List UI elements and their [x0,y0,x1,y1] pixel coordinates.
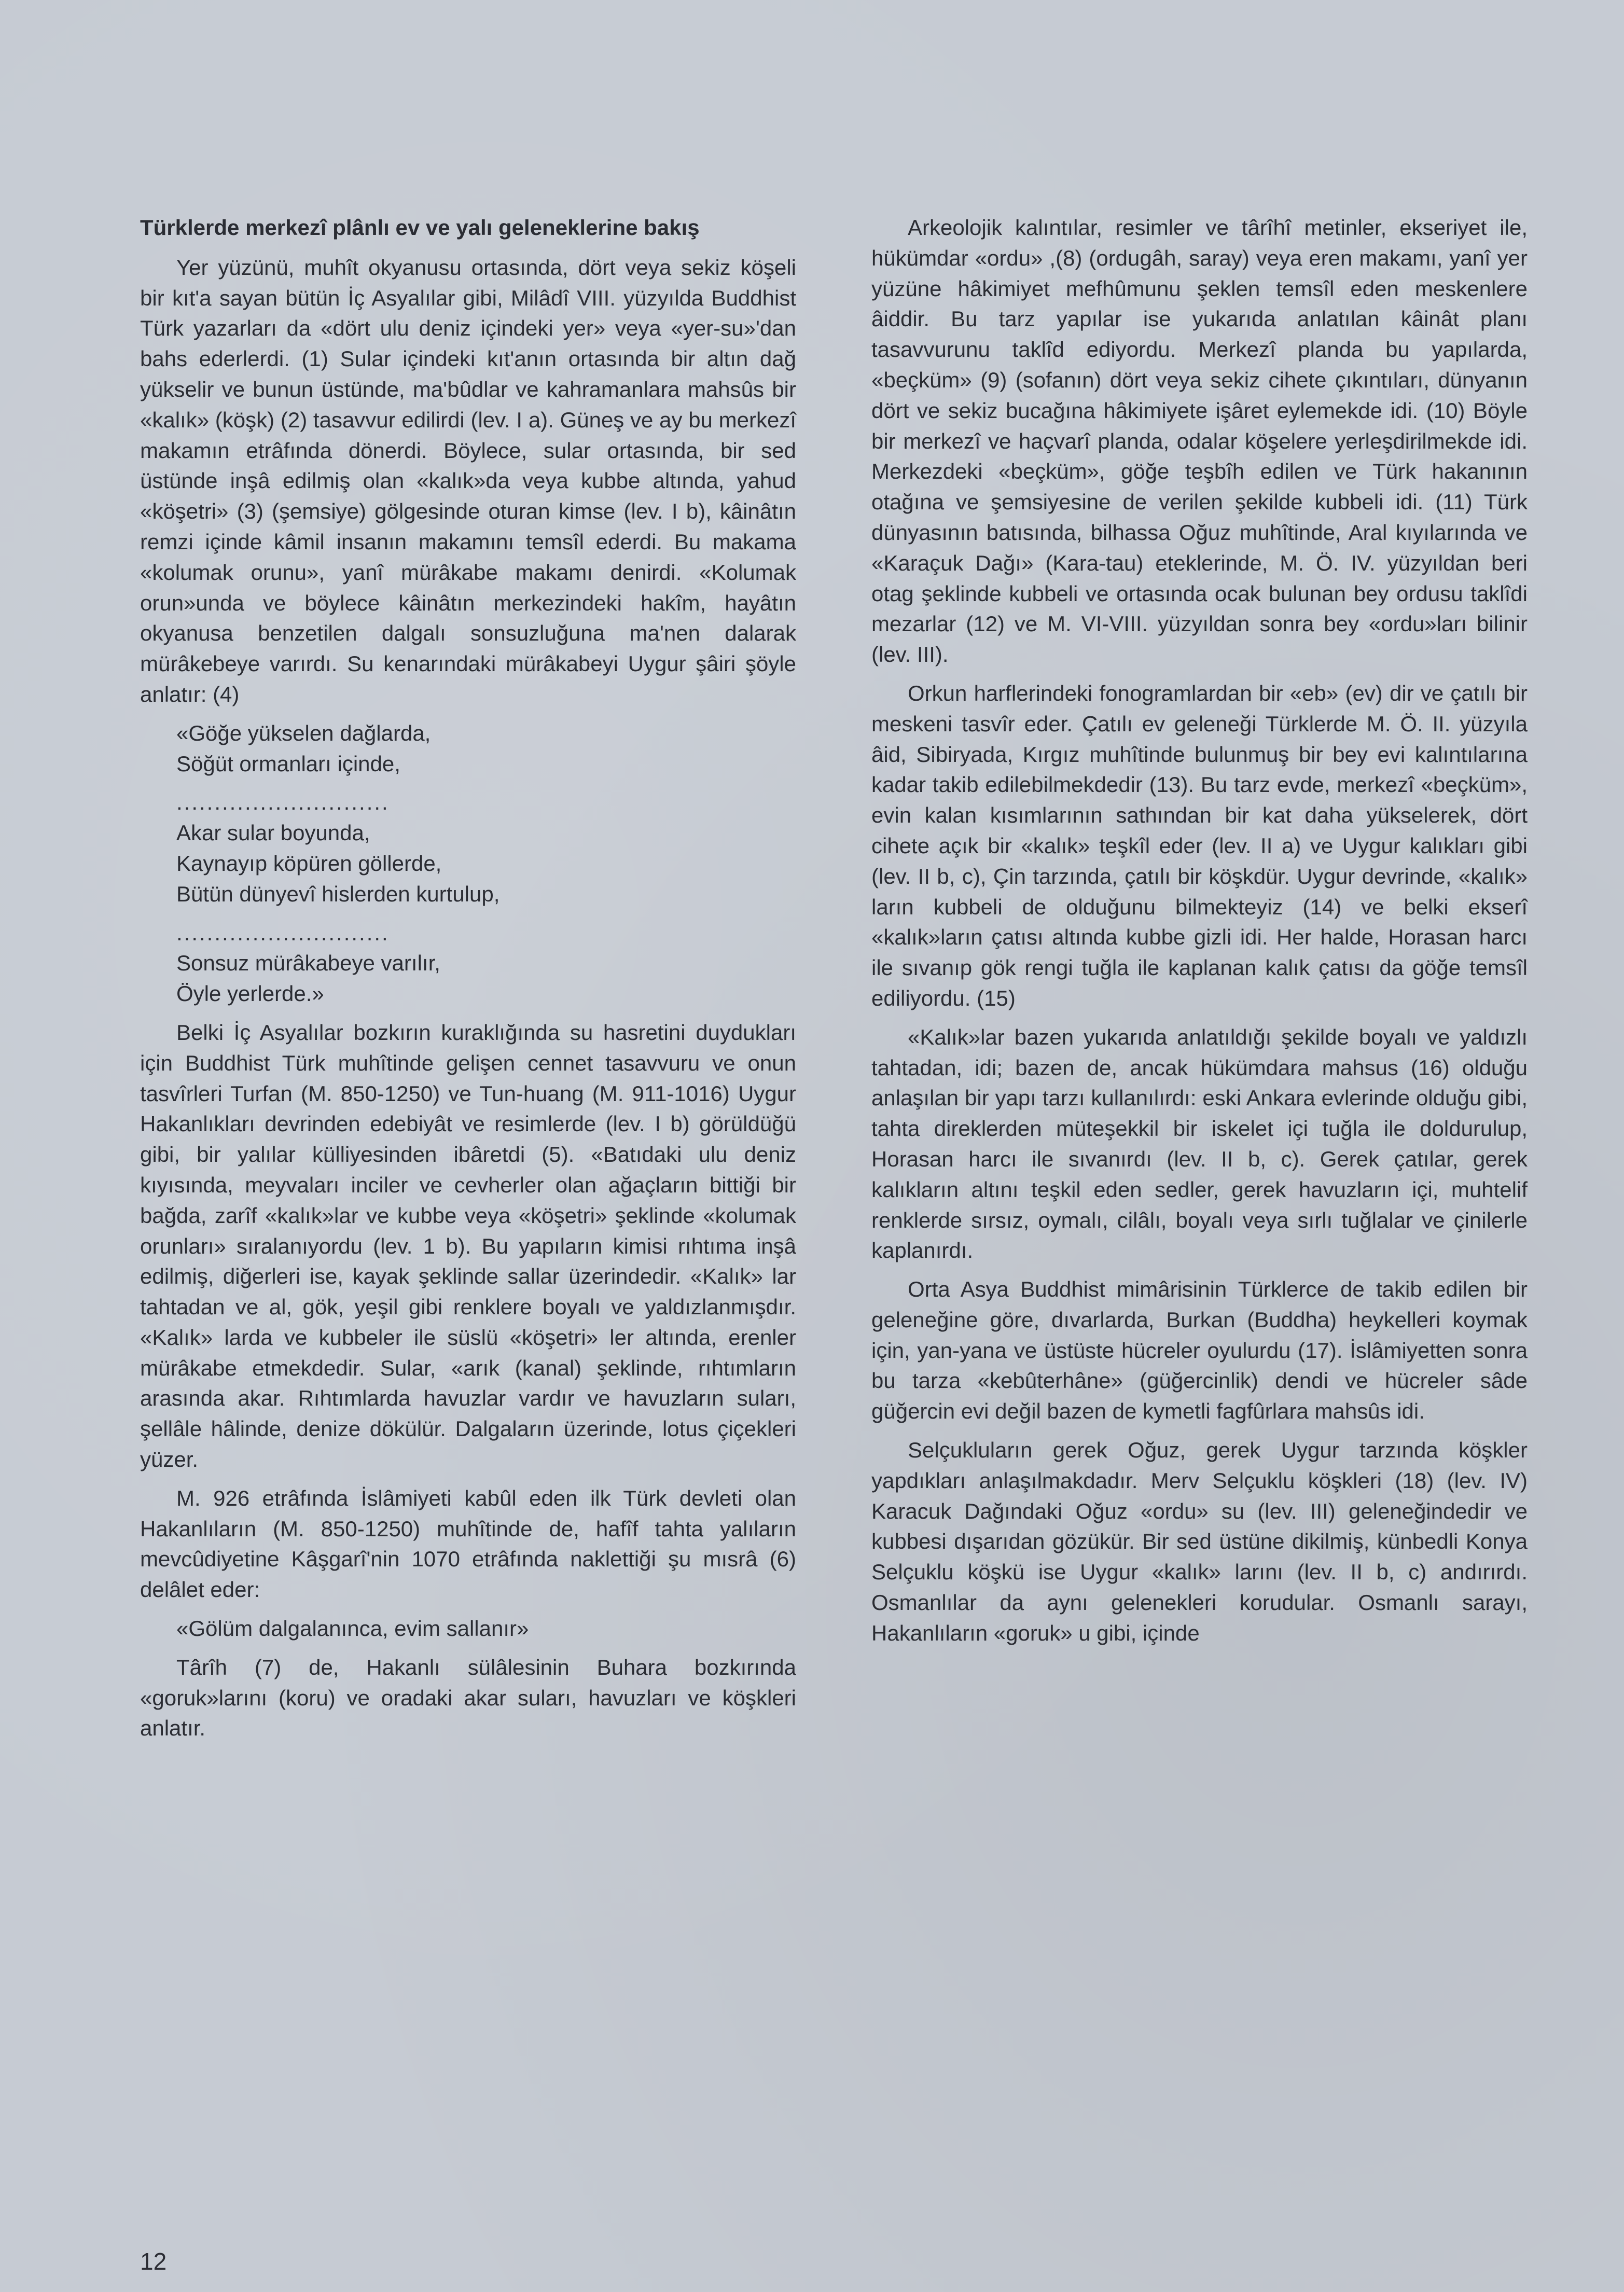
paragraph: Târîh (7) de, Hakanlı sülâlesinin Buhara bozkırında «goruk»larını (koru) ve oradaki akar suları, havuzları ve köşkleri anlatır. [140,1655,796,1741]
paragraph: Orta Asya Buddhist mimârisinin Türklerce de takib edilen bir geleneğine göre, dıvarlarda, Burkan (Buddha) heykelleri koymak için, yan-yana ve üstüste hücreler oyulurdu (17). İslâmiyetten sonra bu tarza «kebûterhâne» (güğercinlik) dendi ve hücreler sâde güğercin evi değil bazen de kymetli fagfûrlara mahsûs idi. [871,1277,1528,1424]
poem-ellipsis: ............................ [176,920,390,945]
poem [140,718,796,1009]
left-column [140,213,796,1744]
poem-line: Öyle yerlerde.» [176,981,324,1006]
poem-line: Kaynayıp köpüren göllerde, [176,851,442,876]
poem-line: «Göğe yükselen dağlarda, [176,720,431,745]
paragraph: Arkeolojik kalıntılar, resimler ve târîhî metinler, ekseriyet ile, hükümdar «ordu» ,(8) (ordugâh, saray) veya eren makamı, yanî yer yüzüne hâkimiyet mefhûmunu şeklen temsîl eden meskenlere âiddir. Bu tarz yapılar ise yukarıda anlatılan kâinât planı tasavvurunu taklîd ediyordu. Merkezî planda bu yapılarda, «beçküm» (9) (sofanın) dört veya sekiz cihete çıkıntıları, dünyanın dört ve sekiz bucağına hâkimiyete işâret eylemekde idi. (10) Böyle bir merkezî ve haçvarî planda, odalar köşelere yerleşdirilmekde idi. Merkezdeki «beçküm», göğe teşbîh edilen ve Türk hakanının otağına ve şemsiyesine de verilen şekilde kubbeli idi. (11) Türk dünyasının batısında, bilhassa Oğuz muhîtinde, Aral kıyılarında ve «Karaçuk Dağı» (Kara-tau) eteklerinde, M. Ö. IV. yüzyıldan beri otag şeklinde kubbeli ve ortasında ocak bulunan bey ordusu taklîdi mezarlar (12) ve M. VI-VIII. yüzyıldan sonra bey «ordu»ları bilinir (lev. III). [871,215,1528,667]
paragraph: «Kalık»lar bazen yukarıda anlatıldığı şekilde boyalı ve yaldızlı tahtadan, idi; bazen de, ancak hükümdara mahsus (16) olduğu anlaşılan bir yapı tarzı kullanılırdı: eski Ankara evlerinde olduğu gibi, tahta direklerden müteşekkil bir iskelet içi tuğla ile doldurulup, Horasan harcı ile sıvanırdı (lev. II b, c). Gerek çatılar, gerek kalıkların altını teşkil eden sedler, gerek havuzların içi, muhtelif renklerde sırsız, oymalı, cilâlı, boyalı veya sırlı tuğlalar ve çinilerle kaplanırdı. [871,1024,1528,1263]
paragraph: Belki İç Asyalılar bozkırın kuraklığında su hasretini duydukları için Buddhist Türk muhîtinde gelişen cennet tasavvuru ve onun tasvîrleri Turfan (M. 850-1250) ve Tun-huang (M. 911-1016) Uygur Hakanlıkları devrinden edebiyât ve resimlerde (lev. I b) görüldüğü gibi, bir yalılar külliyesinden ibâretdi (5). «Batıdaki ulu deniz kıyısında, meyvaları inciler ve cevherler olan ağaçların bittiği bir bağda, zarîf «kalık»lar ve kubbe veya «köşetri» şeklinde «kolumak orunları» sıralanıyordu (lev. 1 b). Bu yapıların kimisi rıhtıma inşâ edilmiş, diğerleri ise, kayak şeklinde sallar üzerindedir. «Kalık» lar tahtadan ve al, gök, yeşil gibi renklere boyalı ve yaldızlanmışdır. «Kalık» larda ve kubbeler ile süslü «köşetri» ler altında, erenler mürâkabe etmekdedir. Sular, «arık (kanal) şeklinde, rıhtımların arasında akar. Rıhtımlarda havuzlar vardır ve havuzların suları, şellâle hâlinde, denize dökülür. Dalgaların üzerinde, lotus çiçekleri yüzer. [140,1020,796,1472]
paragraph: M. 926 etrâfında İslâmiyeti kabûl eden ilk Türk devleti olan Hakanlıların (M. 850-1250) muhîtinde de, hafîf tahta yalıların mevcûdiyetine Kâşgarî'nin 1070 etrâfında naklettiği şu mısrâ (6) delâlet eder: [140,1485,796,1602]
paragraph: Selçukluların gerek Oğuz, gerek Uygur tarzında köşkler yapdıkları anlaşılmakdadır. Merv Selçuklu köşkleri (18) (lev. IV) Karacuk Dağındaki Oğuz «ordu» su (lev. III) geleneğindedir ve kubbesi dışarıdan gözükür. Bir sed üstüne dikilmiş, künbedli Konya Selçuklu köşkü ise Uygur «kalık» larını (lev. II b, c) andırırdı. Osmanlılar da aynı gelenekleri korudular. Osmanlı sarayı, Hakanlıların «goruk» u gibi, içinde [871,1438,1528,1645]
poem-line: Akar sular boyunda, [176,821,370,845]
section-heading: Türklerde merkezî plânlı ev ve yalı geleneklerine bakış [140,215,700,240]
paragraph: Yer yüzünü, muhît okyanusu ortasında, dört veya sekiz köşeli bir kıt'a sayan bütün İç Asyalılar gibi, Milâdî VIII. yüzyılda Buddhist Türk yazarları da «dört ulu deniz içindeki yer» veya «yer-su»'dan bahs ederlerdi. (1) Sular içindeki kıt'anın ortasında bir altın dağ yükselir ve bunun üstünde, ma'bûdlar ve kahramanlara mahsûs bir «kalık» (köşk) (2) tasavvur edilirdi (lev. I a). Güneş ve ay bu merkezî makamın etrâfında dönerdi. Böylece, sular ortasında, bir sed üstünde inşâ edilmiş olan «kalık»da veya kubbe altında, yahud «köşetri» (3) (şemsiye) gölgesinde oturan kimse (lev. I b), kâinâtın remzi içinde kâmil insanın makamını temsîl ederdi. Bu makama «kolumak orunu», yanî mürâkabe makamı denirdi. «Kolumak orun»unda ve böylece kâinâtın merkezindeki hakîm, hayâtın okyanusa benzetilen dalgalı sonsuzluğuna ma'nen dalarak mürâkebeye varırdı. Su kenarındaki mürâkabeyi Uygur şâiri şöyle anlatır: (4) [140,255,796,706]
poem-line: Bütün dünyevî hislerden kurtulup, [176,881,500,906]
poem-ellipsis: ............................ [176,790,390,815]
quoted-verse: «Gölüm dalgalanınca, evim sallanır» [176,1616,529,1641]
poem-line: Söğüt ormanları içinde, [176,751,400,776]
paragraph: Orkun harflerindeki fonogramlardan bir «eb» (ev) dir ve çatılı bir meskeni tasvîr eder. Çatılı ev geleneği Türklerde M. Ö. II. yüzyıla âid, Sibiryada, Kırgız muhîtinde bulunmuş bir bey evi kalıntılarına kadar takib edilebilmekdedir (13). Bu tarz evde, merkezî «beçküm», evin kalan kısımlarının sathından bir kat daha yükselerek, dört cihete açık bir «kalık» teşkîl eder (lev. II a) ve Uygur kalıkları gibi (lev. II b, c), Çin tarzında, çatılı bir köşkdür. Uygur devrinde, «kalık» ların kubbeli de olduğunu bilmekteyiz (14) ve belki ekserî «kalık»ların çatısı altında kubbe gizli idi. Her halde, Horasan harcı ile sıvanıp gök rengi tuğla ile kaplanan kalık çatısı da göğe temsîl ediliyordu. (15) [871,680,1528,1010]
poem-line: Sonsuz mürâkabeye varılır, [176,951,440,976]
right-column [871,213,1528,1649]
page-number: 12 [140,2248,167,2275]
